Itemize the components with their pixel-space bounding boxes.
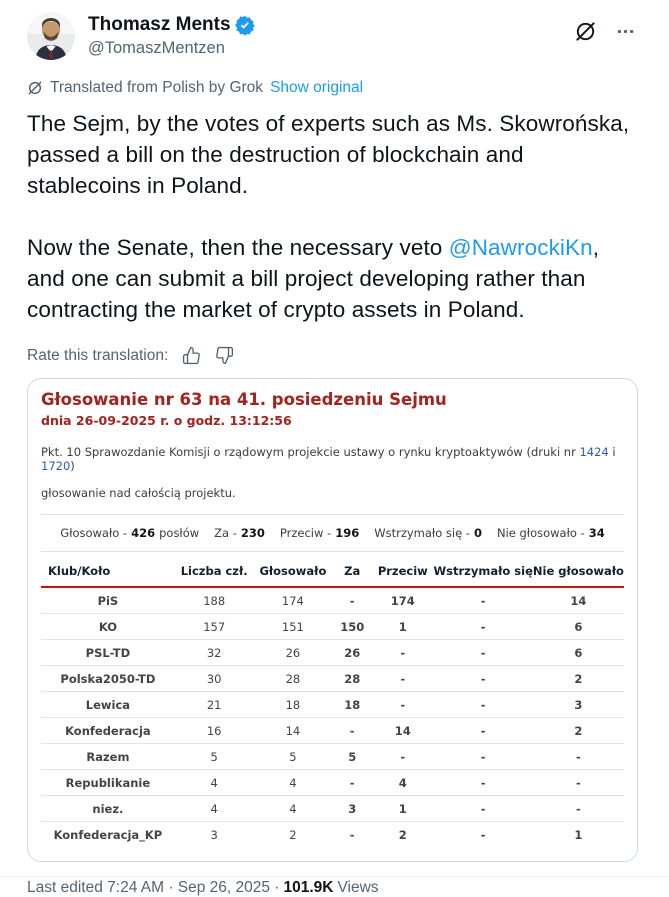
- verified-badge-icon: [235, 15, 255, 35]
- thumbs-up-icon[interactable]: [182, 346, 201, 365]
- tweet-text: [27, 108, 642, 325]
- vote-datetime: dnia 26-09-2025 r. o godz. 13:12:56: [41, 413, 292, 428]
- summary-item: Za - 230: [214, 526, 265, 540]
- paragraph2-text-before: Now the Senate, then the necessary veto: [27, 235, 449, 260]
- table-row: Razem 5 5 5 - - -: [41, 744, 624, 770]
- doc-link-1424: 1424: [579, 445, 609, 459]
- column-header: Klub/Koło: [41, 554, 175, 587]
- divider: [41, 551, 624, 552]
- item-text-before: Pkt. 10 Sprawozdanie Komisji o rządowym projekcie ustawy o rynku kryptoaktywów (druki nr: [41, 445, 580, 459]
- tweet-header: [27, 12, 642, 60]
- table-row: PSL-TD 32 26 26 - - 6: [41, 640, 624, 666]
- rate-translation-bar: [27, 346, 642, 365]
- table-row: Lewica 21 18 18 - - 3: [41, 692, 624, 718]
- table-row: Konfederacja_KP 3 2 - 2 - 1: [53, 828, 583, 842]
- translation-label: Translated from Polish by Grok: [50, 79, 264, 96]
- display-name[interactable]: Thomasz Ments: [88, 14, 231, 35]
- thumbs-down-icon[interactable]: [215, 346, 234, 365]
- grok-icon[interactable]: [574, 20, 597, 43]
- tweet-paragraph-1: The Sejm, by the votes of experts such as Ms. Skowrońska, passed a bill on the destruction of blockchain and stablecoins in Poland.: [27, 111, 630, 198]
- table-row: Polska2050-TD 30 28 28 - - 2: [41, 666, 624, 692]
- embedded-image-card[interactable]: [27, 378, 638, 862]
- table-row: KO 157 151 150 1 - 6: [41, 614, 624, 640]
- summary-item: Nie głosowało - 34: [496, 526, 605, 540]
- header-actions: [574, 12, 642, 43]
- table-row: niez. 4 4 3 1 - -: [41, 796, 624, 822]
- vote-subject: głosowanie nad całością projektu.: [41, 486, 236, 500]
- column-header: Głosowało: [254, 554, 333, 587]
- views-label: Views: [337, 879, 379, 896]
- column-header: Nie głosowało: [533, 554, 624, 587]
- vote-item-description: [41, 445, 624, 473]
- column-header: Przeciw: [372, 554, 433, 587]
- column-header: Za: [332, 554, 372, 587]
- summary-item: Głosowało - 426 posłów: [60, 526, 200, 540]
- column-header: Wstrzymało się: [433, 554, 532, 587]
- user-handle[interactable]: @TomaszMentzen: [88, 39, 225, 57]
- vote-table-head-row: [41, 554, 624, 587]
- table-row: Republikanie 4 4 - 4 - -: [41, 770, 624, 796]
- tweet-footer: [27, 879, 642, 897]
- more-icon[interactable]: [615, 21, 636, 42]
- vote-table: [41, 554, 624, 847]
- grok-small-icon: [27, 80, 43, 96]
- translation-bar: [27, 79, 642, 97]
- identity-block: [88, 12, 255, 58]
- item-text-after: ): [70, 459, 75, 473]
- paragraph2-text-after: , and one can submit a bill project developing rather than contracting the market of crypto assets in Poland.: [27, 235, 600, 322]
- vote-title: Głosowanie nr 63 na 41. posiedzeniu Sejmu: [41, 390, 447, 409]
- item-text-mid: i: [608, 445, 616, 459]
- show-original-link[interactable]: Show original: [270, 79, 364, 96]
- avatar[interactable]: [27, 12, 75, 60]
- table-row: Konfederacja 16 14 - 14 - 2: [41, 718, 624, 744]
- edited-timestamp: Last edited 7:24 AM · Sep 26, 2025 ·: [27, 879, 280, 896]
- vote-summary-row: [41, 515, 624, 551]
- views-count: 101.9K: [283, 879, 334, 896]
- summary-item: Przeciw - 196: [279, 526, 360, 540]
- avatar-image: [27, 12, 75, 60]
- rate-translation-label: Rate this translation:: [27, 346, 169, 364]
- column-header: Liczba czł.: [175, 554, 254, 587]
- table-row: PiS 188 174 - 174 - 14: [41, 587, 624, 614]
- tweet-paragraph-2: [27, 232, 642, 325]
- vote-table-body: [41, 587, 624, 847]
- mention-link[interactable]: @NawrockiKn: [448, 235, 593, 260]
- doc-link-1720: 1720: [41, 459, 71, 473]
- summary-item: Wstrzymało się - 0: [374, 526, 482, 540]
